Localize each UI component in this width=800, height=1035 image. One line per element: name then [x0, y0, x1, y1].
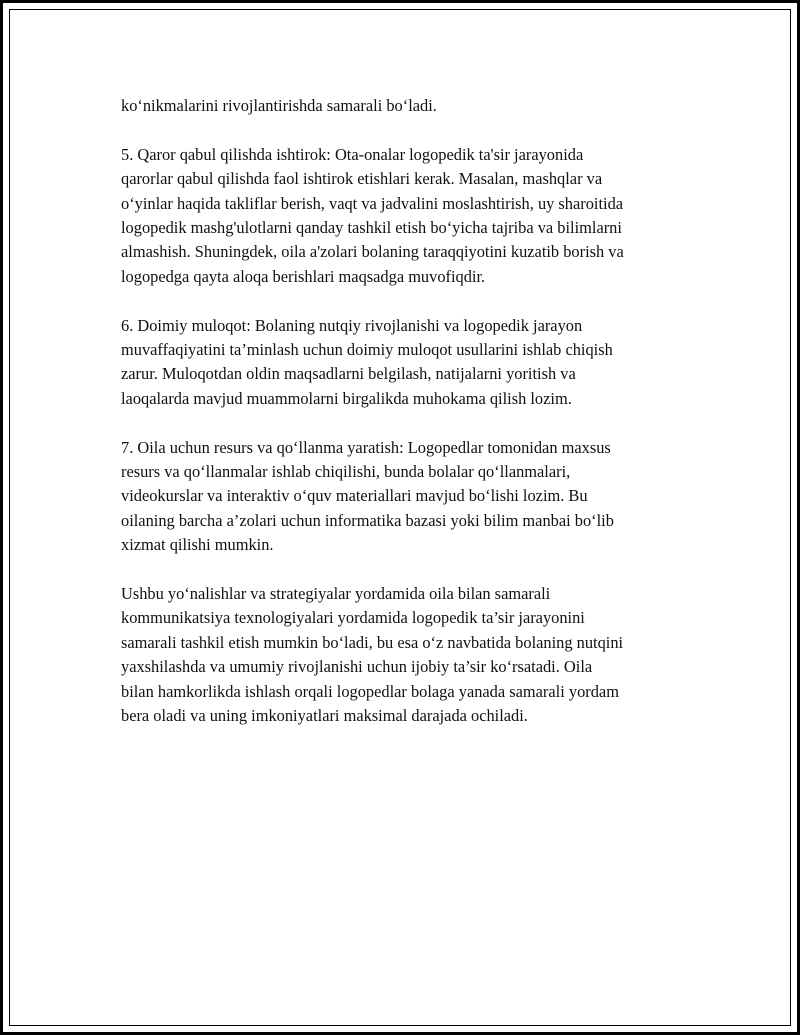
text-line: logopedga qayta aloqa berishlari maqsadga muvofiqdir. — [121, 266, 486, 286]
text-line: laoqalarda mavjud muammolarni birgalikda muhokama qilish lozim. — [121, 388, 572, 408]
text-line: bera oladi va uning imkoniyatlari maksimal darajada ochiladi. — [121, 706, 528, 726]
paragraph — [121, 143, 711, 289]
text-line: muvaffaqiyatini ta’minlash uchun doimiy muloqot usullarini ishlab chiqish — [121, 340, 613, 360]
text-line: ko‘nikmalarini rivojlantirishda samarali bo‘ladi. — [121, 96, 437, 115]
text-line: o‘yinlar haqida takliflar berish, vaqt va jadvalini moslashtirish, uy sharoitida — [121, 193, 624, 213]
text-line: qarorlar qabul qilishda faol ishtirok etishlari kerak. Masalan, mashqlar va — [121, 169, 603, 189]
text-line: resurs va qo‘llanmalar ishlab chiqilishi, bunda bolalar qo‘llanmalari, — [121, 462, 571, 482]
text-line: zarur. Muloqotdan oldin maqsadlarni belgilash, natijalarni yoritish va — [121, 364, 576, 384]
text-line: xizmat qilishi mumkin. — [121, 535, 274, 555]
document-body — [121, 94, 711, 753]
paragraph — [121, 314, 711, 412]
text-line: 5. Qaror qabul qilishda ishtirok: Ota-onalar logopedik ta'sir jarayonida — [121, 144, 584, 164]
text-line: bilan hamkorlikda ishlash orqali logopedlar bolaga yanada samarali yordam — [121, 681, 619, 701]
paragraph — [121, 436, 711, 558]
text-line: 6. Doimiy muloqot: Bolaning nutqiy rivojlanishi va logopedik jarayon — [121, 315, 583, 335]
text-line: kommunikatsiya texnologiyalari yordamida logopedik ta’sir jarayonini — [121, 608, 585, 628]
paragraph — [121, 94, 711, 118]
text-line: Ushbu yo‘nalishlar va strategiyalar yordamida oila bilan samarali — [121, 584, 551, 604]
text-line: videokurslar va interaktiv o‘quv materiallari mavjud bo‘lishi lozim. Bu — [121, 486, 588, 506]
text-line: 7. Oila uchun resurs va qo‘llanma yaratish: Logopedlar tomonidan maxsus — [121, 437, 611, 457]
paragraph — [121, 582, 711, 728]
text-line: logopedik mashg'ulotlarni qanday tashkil etish bo‘yicha tajriba va bilimlarni — [121, 218, 622, 238]
text-line: almashish. Shuningdek, oila a'zolari bolaning taraqqiyotini kuzatib borish va — [121, 242, 624, 262]
text-line: yaxshilashda va umumiy rivojlanishi uchun ijobiy ta’sir ko‘rsatadi. Oila — [121, 657, 593, 677]
text-line: samarali tashkil etish mumkin bo‘ladi, bu esa o‘z navbatida bolaning nutqini — [121, 632, 624, 652]
text-line: oilaning barcha a’zolari uchun informatika bazasi yoki bilim manbai bo‘lib — [121, 510, 614, 530]
